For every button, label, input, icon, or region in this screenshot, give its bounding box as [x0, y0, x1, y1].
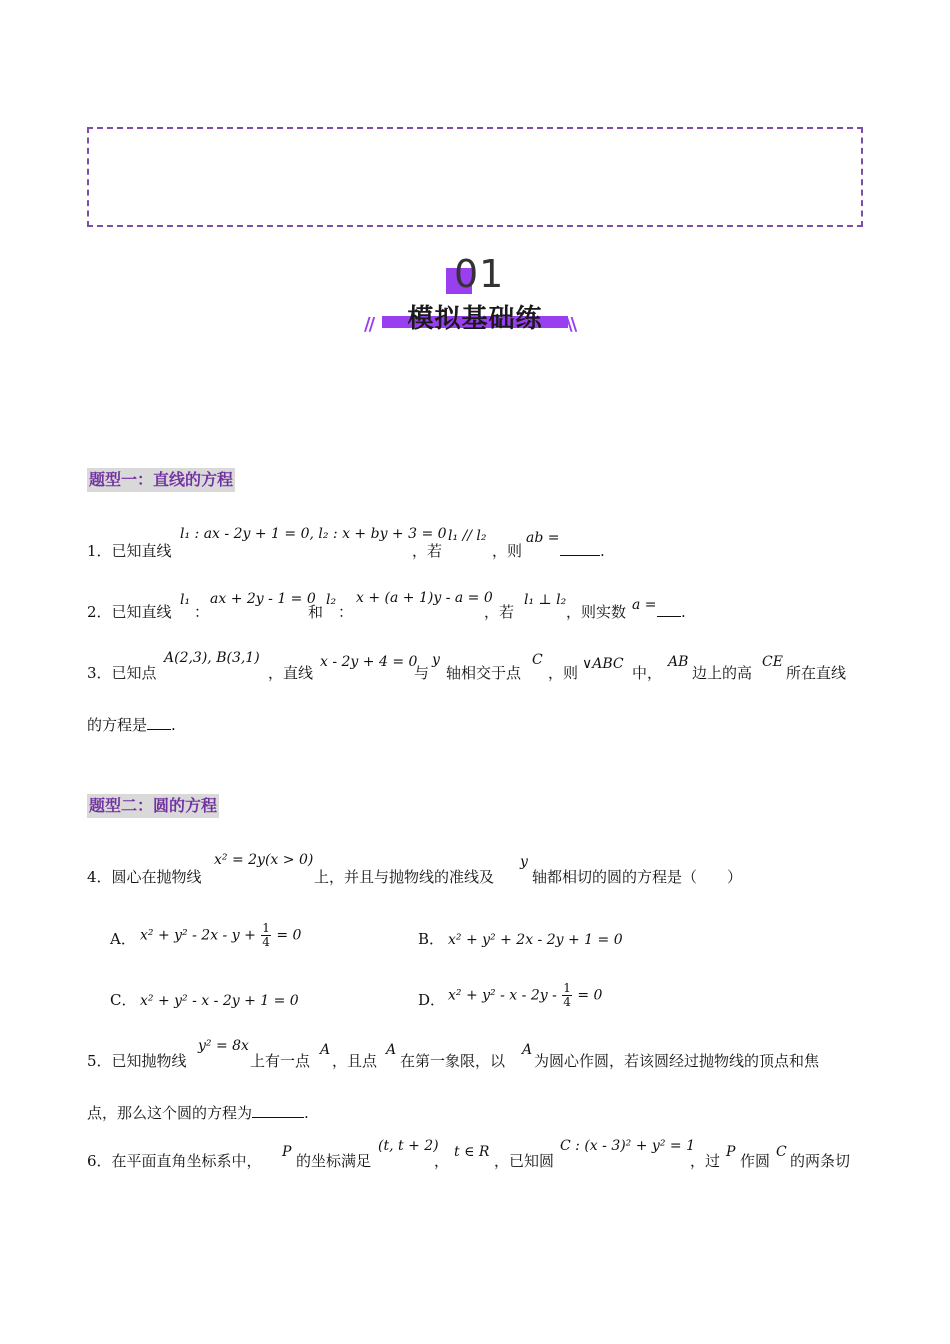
q6-t-in-r: t ∈ R	[454, 1144, 490, 1160]
banner-number: 01	[454, 252, 505, 296]
q4-option-d-math: x² + y² - x - 2y - $\frac{1}{4}$ = 0	[448, 981, 603, 1009]
q3-t6: 边上的高	[692, 664, 753, 682]
q1-equations: l₁ : ax - 2y + 1 = 0, l₂ : x + by + 3 = 0	[180, 526, 447, 542]
q1-condition: l₁ // l₂	[448, 528, 487, 544]
question-4	[87, 866, 202, 888]
q3-t2: 与	[414, 664, 430, 682]
q5-parabola: y² = 8x	[198, 1038, 249, 1054]
q5-a2: A	[386, 1042, 397, 1058]
q6-t6: 的两条切	[790, 1152, 851, 1170]
q6-circle-eq: C : (x - 3)² + y² = 1	[560, 1138, 695, 1154]
q6-t4: ，过	[690, 1152, 721, 1170]
q1-number: 1．	[87, 542, 112, 560]
q2-colon2: ：	[338, 603, 354, 621]
q6-t1: 的坐标满足	[296, 1152, 372, 1170]
q4-t2: 轴都相切的圆的方程是（ ）	[532, 868, 743, 886]
q1-post: ，则	[492, 542, 523, 560]
q4-option-c-math: x² + y² - x - 2y + 1 = 0	[140, 993, 299, 1009]
section-heading-lines: 题型一：直线的方程	[87, 468, 235, 492]
q4-option-a-math: x² + y² - 2x - y + $\frac{1}{4}$ = 0	[140, 921, 302, 949]
question-6	[87, 1150, 262, 1172]
q2-ask: a =	[632, 597, 657, 613]
q2-colon1: ：	[194, 603, 210, 621]
q4-number: 4．	[87, 868, 112, 886]
section-heading-circles: 题型二：圆的方程	[87, 794, 219, 818]
q5-line2: 点，那么这个圆的方程为 .	[87, 1104, 309, 1122]
q5-t3: 在第一象限，以	[400, 1052, 506, 1070]
q6-p2: P	[726, 1144, 736, 1160]
q3-ab: AB	[668, 654, 689, 670]
q5-pre: 已知抛物线	[111, 1052, 187, 1070]
q2-and: 和	[308, 603, 324, 621]
q6-coord: (t, t + 2)	[378, 1138, 439, 1154]
q2-number: 2．	[87, 603, 112, 621]
q2-eq2: x + (a + 1)y - a = 0	[356, 590, 493, 606]
q3-points: A(2,3), B(3,1)	[164, 650, 260, 666]
banner-slash-left: //	[364, 314, 374, 335]
q5-number: 5．	[87, 1052, 112, 1070]
banner-slash-right: \\	[566, 314, 576, 335]
q4-y: y	[520, 854, 528, 870]
q3-y: y	[432, 652, 440, 668]
q5-t2: ，且点	[332, 1052, 378, 1070]
q4-option-d-label[interactable]: D．	[418, 991, 446, 1009]
q5-t4: 为圆心作圆，若该圆经过抛物线的顶点和焦	[534, 1052, 820, 1070]
q1-mid: ，若	[412, 542, 443, 560]
q2-pre: 已知直线	[111, 603, 172, 621]
q1-answer-blank: .	[560, 540, 605, 562]
title-placeholder-box	[87, 127, 863, 227]
q6-t2: ，	[434, 1152, 450, 1170]
q4-option-b-label[interactable]: B．	[418, 930, 445, 948]
q6-c: C	[776, 1144, 787, 1160]
q5-a3: A	[522, 1042, 533, 1058]
q3-line-eq: x - 2y + 4 = 0	[320, 654, 418, 670]
q4-option-a-label[interactable]: A．	[110, 930, 136, 948]
q3-triangle: ∨ABC	[582, 656, 624, 672]
q6-pre: 在平面直角坐标系中，	[111, 1152, 262, 1170]
q2-eq1: ax + 2y - 1 = 0	[210, 591, 316, 607]
q5-t1: 上有一点	[250, 1052, 311, 1070]
q6-t5: 作圆	[740, 1152, 771, 1170]
q6-number: 6．	[87, 1152, 112, 1170]
question-2	[87, 601, 172, 623]
q3-t1: ，直线	[268, 664, 314, 682]
q2-answer-blank: .	[657, 601, 686, 623]
q3-t7: 所在直线	[786, 664, 847, 682]
q4-parabola: x² = 2y(x > 0)	[214, 852, 314, 868]
q5-a1: A	[320, 1042, 331, 1058]
section-banner	[360, 252, 590, 342]
q2-l2: l₂	[326, 592, 337, 608]
q4-pre: 圆心在抛物线	[111, 868, 202, 886]
q3-t5: 中，	[632, 664, 663, 682]
q3-ce: CE	[762, 654, 783, 670]
question-3	[87, 662, 157, 684]
q3-t4: ，则	[548, 664, 579, 682]
q2-post: ，则实数	[566, 603, 627, 621]
q3-c: C	[532, 652, 543, 668]
q2-l1: l₁	[180, 592, 191, 608]
q1-pre: 已知直线	[111, 542, 172, 560]
q3-pre: 已知点	[111, 664, 157, 682]
q1-ask: ab =	[526, 530, 560, 546]
q3-line2: 的方程是 .	[87, 716, 176, 734]
q6-t3: ，已知圆	[494, 1152, 555, 1170]
q2-mid: ，若	[484, 603, 515, 621]
q2-condition: l₁ ⊥ l₂	[524, 592, 567, 608]
q6-p: P	[282, 1144, 292, 1160]
question-1	[87, 540, 172, 562]
question-5	[87, 1050, 187, 1072]
q4-option-b-math: x² + y² + 2x - 2y + 1 = 0	[448, 932, 623, 948]
banner-title: 模拟基础练	[407, 304, 543, 334]
q3-t3: 轴相交于点	[446, 664, 522, 682]
q3-number: 3．	[87, 664, 112, 682]
q4-t1: 上，并且与抛物线的准线及	[314, 868, 495, 886]
q4-option-c-label[interactable]: C．	[110, 991, 137, 1009]
